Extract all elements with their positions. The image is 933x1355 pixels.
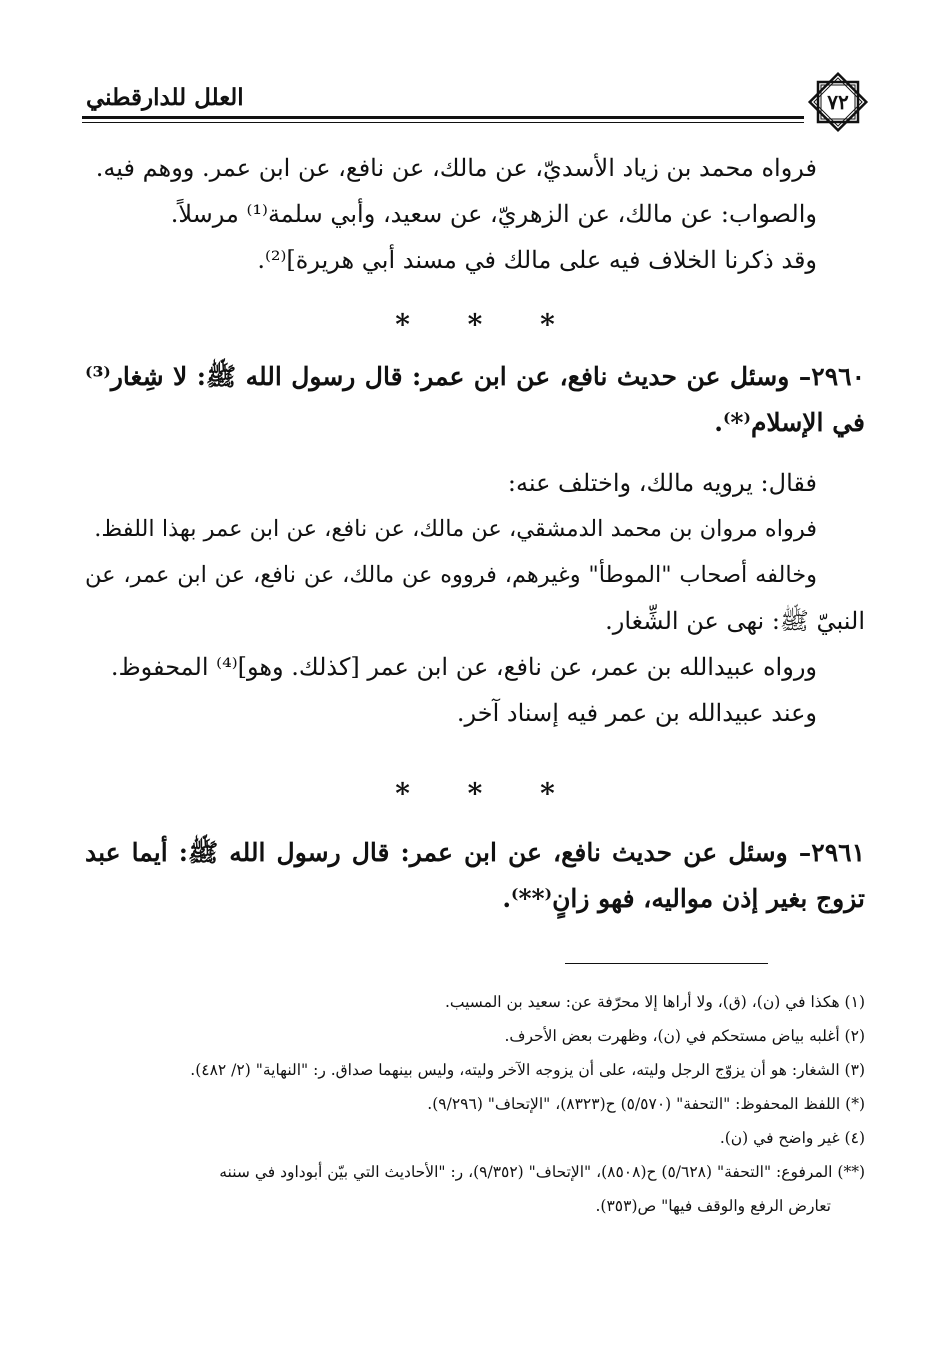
footnote: (٢) أغلبه بياض مستحكم في (ن)، وظهرت بعض الأحرف. (504, 1027, 865, 1045)
footnote: (١) هكذا في (ن)، (ق)، ولا أراها إلا محرّفة عن: سعيد بن المسيب. (444, 993, 865, 1011)
text-line: والصواب: عن مالك، عن الزهريّ، عن سعيد، وأبي سلمة⁽¹⁾ مرسلاً. (170, 200, 817, 228)
footnote-continuation: تعارض الرفع والوقف فيها" ص(٣٥٣). (595, 1197, 831, 1215)
entry-heading-line: ٢٩٦٠– وسئل عن حديث نافع، عن ابن عمر: قال رسول الله ﷺ: لا شِغار⁽³⁾ (85, 362, 865, 391)
footnote-rule (565, 963, 768, 964)
entry-2961 (85, 830, 865, 922)
page-number-badge (806, 70, 870, 134)
footnotes (85, 985, 865, 1223)
text-line: ورواه عبيدالله بن عمر، عن نافع، عن ابن عمر [كذلك. وهو]⁽⁴⁾ المحفوظ. (110, 653, 817, 681)
footnote: (٣) الشغار: هو أن يزوّج الرجل وليته، على أن يزوجه الآخر وليته، وليس بينهما صداق. ر: "النهاية" (٢/ ٤٨٢). (190, 1061, 865, 1079)
running-title: العلل للدارقطني (86, 84, 244, 111)
page-number: ٧٢ (827, 90, 849, 114)
text-line: وقد ذكرنا الخلاف فيه على مالك في مسند أبي هريرة]⁽²⁾. (257, 246, 817, 274)
text-line: وخالفه أصحاب "الموطأ" وغيرهم، فرووه عن مالك، عن نافع، عن ابن عمر، عن (85, 562, 817, 588)
entry-heading-line: في الإسلام⁽*⁾. (714, 408, 865, 437)
text-line: فقال: يرويه مالك، واختلف عنه: (507, 469, 817, 497)
page-header (80, 70, 870, 130)
entry-2960 (85, 354, 865, 736)
text-line: فرواه محمد بن زياد الأسديّ، عن مالك، عن نافع، عن ابن عمر. ووهم فيه. (95, 154, 817, 182)
header-rule-thick (82, 116, 804, 119)
entry-heading-line: ٢٩٦١– وسئل عن حديث نافع، عن ابن عمر: قال رسول الله ﷺ: أيما عبد (85, 838, 865, 867)
footnote: (**) المرفوع: "التحفة" (٥/٦٢٨) ح(٨٥٠٨)، "الإتحاف" (٩/٣٥٢)، ر: "الأحاديث التي بيّن أبوداود في سننه (219, 1163, 865, 1181)
section-separator: * * * (395, 308, 555, 341)
entry-heading-line: تزوج بغير إذن مواليه، فهو زانٍ⁽**⁾. (502, 884, 865, 913)
footnote: (٤) غير واضح في (ن). (719, 1129, 865, 1147)
paragraph-block-1 (85, 145, 865, 283)
text-line: وعند عبيدالله بن عمر فيه إسناد آخر. (456, 699, 817, 727)
text-line: فرواه مروان بن محمد الدمشقي، عن مالك، عن نافع، عن ابن عمر بهذا اللفظ. (94, 516, 817, 542)
text-line: النبيّ ﷺ: نهى عن الشِّغار. (605, 607, 865, 635)
header-rule-thin (82, 122, 804, 123)
section-separator: * * * (395, 777, 555, 810)
footnote: (*) اللفظ المحفوظ: "التحفة" (٥/٥٧٠) ح(٨٣٢٣)، "الإتحاف" (٩/٢٩٦). (427, 1095, 865, 1113)
